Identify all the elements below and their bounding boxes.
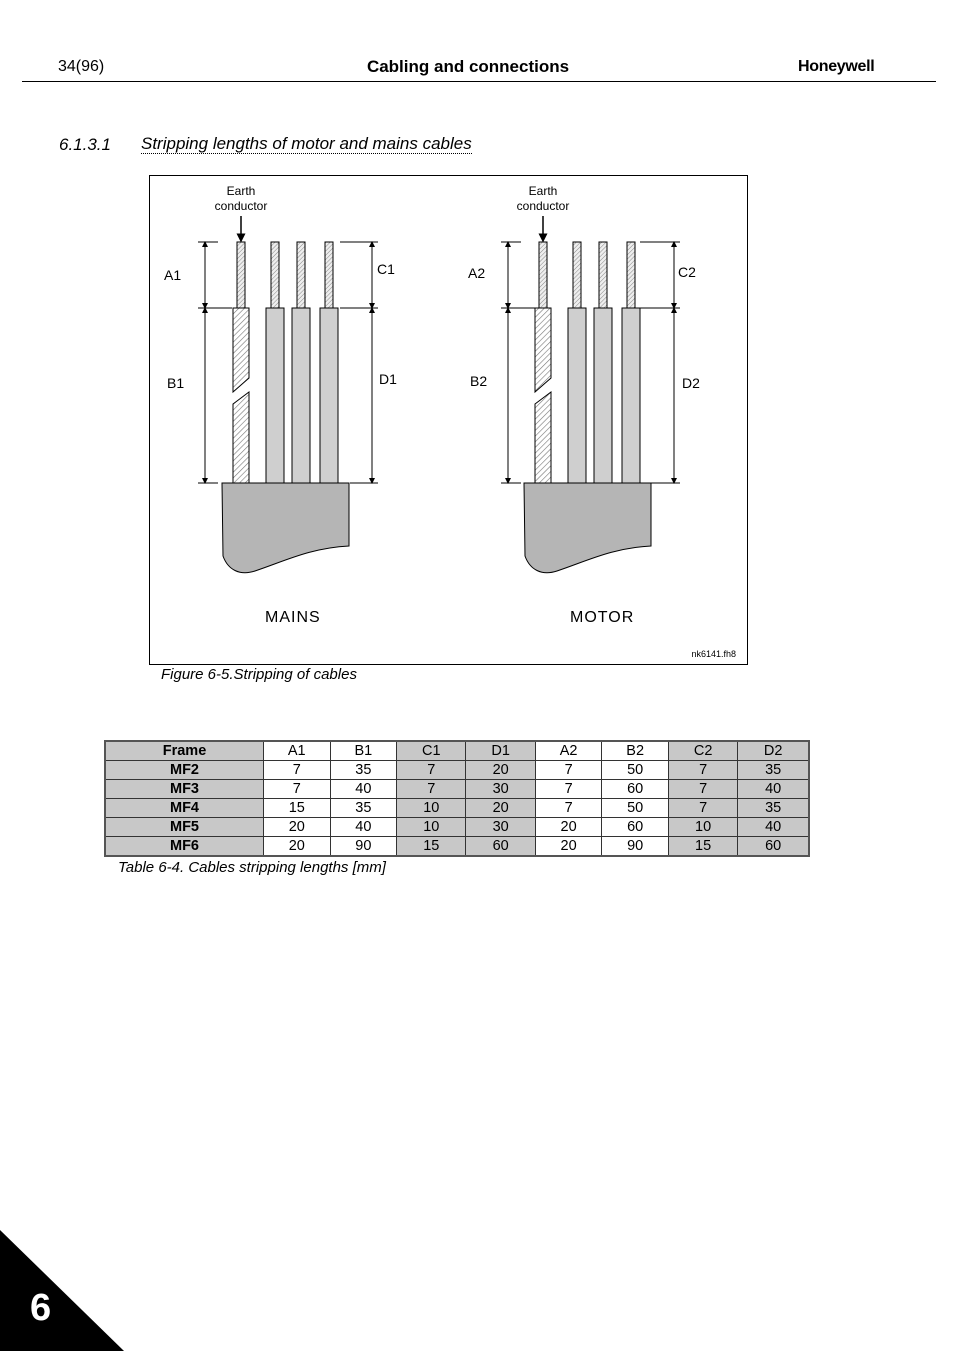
table-header: B2 — [602, 741, 669, 761]
table-cell: MF6 — [105, 837, 264, 857]
table-cell: 40 — [330, 818, 397, 837]
table-cell: 7 — [264, 761, 331, 780]
table-header: C2 — [668, 741, 737, 761]
table-cell: 7 — [397, 780, 466, 799]
table-header: D2 — [738, 741, 809, 761]
table-cell: 7 — [668, 780, 737, 799]
table-cell: MF2 — [105, 761, 264, 780]
table-row — [105, 837, 809, 857]
table-cell: 7 — [535, 761, 602, 780]
table-header: D1 — [466, 741, 535, 761]
table-cell: 20 — [264, 837, 331, 857]
motor-label-c: C2 — [678, 264, 696, 280]
table-cell: 7 — [264, 780, 331, 799]
table-cell: 20 — [466, 799, 535, 818]
table-cell: 50 — [602, 761, 669, 780]
table-cell: 10 — [668, 818, 737, 837]
motor-label-d: D2 — [682, 375, 700, 391]
table-cell: 7 — [397, 761, 466, 780]
motor-earth-label-1: Earth — [528, 184, 558, 198]
table-cell: 7 — [535, 799, 602, 818]
table-cell: 7 — [535, 780, 602, 799]
table-row — [105, 780, 809, 799]
mains-label: MAINS — [265, 609, 321, 626]
table-header: A2 — [535, 741, 602, 761]
table-header: B1 — [330, 741, 397, 761]
page-number: 34(96) — [58, 58, 105, 75]
table-cell: 7 — [668, 799, 737, 818]
motor-label-a: A2 — [468, 265, 486, 281]
table-cell: 35 — [330, 761, 397, 780]
mains-label-d: D1 — [379, 371, 397, 387]
motor-label-b: B2 — [470, 373, 488, 389]
table-cell: 15 — [264, 799, 331, 818]
table-cell: 50 — [602, 799, 669, 818]
table-row — [105, 799, 809, 818]
table-cell: MF4 — [105, 799, 264, 818]
mains-label-a: A1 — [164, 267, 182, 283]
table-header: Frame — [105, 741, 264, 761]
table-cell: 40 — [738, 818, 809, 837]
mains-cable — [164, 184, 397, 626]
mains-earth-label-1: Earth — [226, 184, 256, 198]
table-cell: 60 — [602, 818, 669, 837]
table-header: C1 — [397, 741, 466, 761]
chapter-tab — [0, 1230, 124, 1351]
table-cell: 90 — [330, 837, 397, 857]
motor-cable — [468, 184, 700, 626]
table-cell: 40 — [330, 780, 397, 799]
table-row — [105, 818, 809, 837]
figure-ref: nk6141.fh8 — [691, 649, 736, 659]
table-cell: 30 — [466, 818, 535, 837]
table-cell: 60 — [466, 837, 535, 857]
figure-caption: Figure 6-5.Stripping of cables — [161, 666, 357, 683]
table-header-row — [105, 741, 809, 761]
table-header: A1 — [264, 741, 331, 761]
table-cell: 90 — [602, 837, 669, 857]
table-cell: 20 — [466, 761, 535, 780]
mains-earth-label-2: conductor — [214, 199, 268, 213]
cable-stripping-diagram — [150, 176, 749, 666]
table-cell: 10 — [397, 818, 466, 837]
section-title: Stripping lengths of motor and mains cables — [141, 134, 472, 153]
cable-stripping-figure — [149, 175, 748, 665]
table-cell: 20 — [264, 818, 331, 837]
table-cell: 60 — [602, 780, 669, 799]
table-cell: 20 — [535, 837, 602, 857]
brand-logo: Honeywell — [798, 58, 875, 75]
stripping-lengths-table — [104, 740, 810, 857]
table-cell: 20 — [535, 818, 602, 837]
table-row — [105, 761, 809, 780]
table-cell: 35 — [330, 799, 397, 818]
table-cell: MF3 — [105, 780, 264, 799]
mains-label-c: C1 — [377, 261, 395, 277]
table-cell: 35 — [738, 799, 809, 818]
header-rule — [22, 81, 936, 82]
table-cell: 60 — [738, 837, 809, 857]
table-cell: 40 — [738, 780, 809, 799]
table-caption: Table 6-4. Cables stripping lengths [mm] — [118, 859, 386, 876]
motor-label: MOTOR — [570, 609, 635, 626]
table-cell: 7 — [668, 761, 737, 780]
mains-label-b: B1 — [167, 375, 185, 391]
page-header-title: Cabling and connections — [366, 57, 570, 76]
table-cell: 30 — [466, 780, 535, 799]
motor-earth-label-2: conductor — [516, 199, 570, 213]
chapter-number: 6 — [30, 1287, 52, 1329]
table-cell: MF5 — [105, 818, 264, 837]
table-cell: 15 — [668, 837, 737, 857]
section-number: 6.1.3.1 — [59, 135, 111, 154]
table-cell: 10 — [397, 799, 466, 818]
table-cell: 15 — [397, 837, 466, 857]
table-cell: 35 — [738, 761, 809, 780]
